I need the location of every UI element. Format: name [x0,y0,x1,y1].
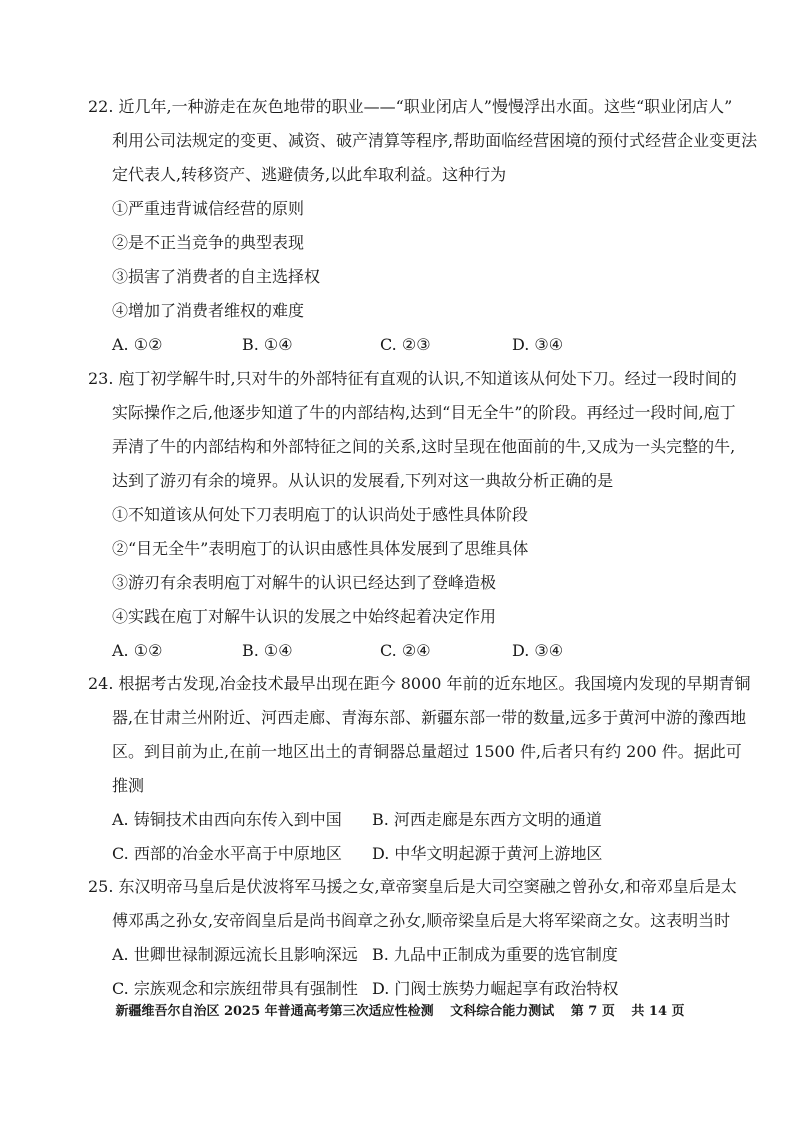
question-24 [88,667,751,871]
question-23 [88,362,737,668]
choice-d: D. 中华文明起源于黄河上游地区 [372,844,603,863]
choice-c: C. ②③ [380,335,431,354]
choice-d: D. ③④ [512,641,564,660]
question-stem-line: 22. 近几年,一种游走在灰色地带的职业——“职业闭店人”慢慢浮出水面。这些“职业闭店人” [88,97,733,116]
choice-c: C. 西部的冶金水平高于中原地区 [112,844,342,863]
statement-item: ①不知道该从何处下刀表明庖丁的认识尚处于感性具体阶段 [112,505,529,524]
statement-item: ③损害了消费者的自主选择权 [112,267,321,286]
question-stem-line: 24. 根据考古发现,冶金技术最早出现在距今 8000 年前的近东地区。我国境内发现的早期青铜 [88,674,751,693]
footer-page-number: 第 7 页 [570,1004,615,1019]
choice-a: A. ①② [112,335,163,354]
answer-choices [112,634,728,668]
question-stem-line: 25. 东汉明帝马皇后是伏波将军马援之女,章帝窦皇后是大司空窦融之曾孙女,和帝邓皇后是太 [88,877,737,896]
question-stem-line: 推测 [112,776,145,795]
choice-a: A. 世卿世禄制源远流长且影响深远 [112,945,358,964]
statement-item: ④增加了消费者维权的难度 [112,301,305,320]
answer-choices [112,803,728,837]
statement-item: ①严重违背诚信经营的原则 [112,199,305,218]
question-25 [88,870,737,1006]
question-stem-line: 利用公司法规定的变更、减资、破产清算等程序,帮助面临经营困境的预付式经营企业变更法 [112,131,758,150]
answer-choices [112,837,728,871]
answer-choices [112,938,728,972]
answer-choices [112,328,728,362]
choice-b: B. ①④ [242,335,293,354]
question-stem-line: 弄清了牛的内部结构和外部特征之间的关系,这时呈现在他面前的牛,又成为一头完整的牛, [112,437,736,456]
choice-a: A. ①② [112,641,163,660]
choice-c: C. ②④ [380,641,431,660]
footer-subject: 文科综合能力测试 [450,1004,555,1019]
choice-b: B. ①④ [242,641,293,660]
question-stem-line: 23. 庖丁初学解牛时,只对牛的外部特征有直观的认识,不知道该从何处下刀。经过一段时间的 [88,369,737,388]
choice-d: D. 门阀士族势力崛起享有政治特权 [372,979,619,998]
statement-item: ②是不正当竞争的典型表现 [112,233,305,252]
question-stem-line: 定代表人,转移资产、逃避债务,以此牟取利益。这种行为 [112,165,507,184]
footer-exam-title: 新疆维吾尔自治区 2025 年普通高考第三次适应性检测 [115,1004,434,1019]
question-stem-line: 器,在甘肃兰州附近、河西走廊、青海东部、新疆东部一带的数量,远多于黄河中游的豫西地 [112,708,747,727]
statement-item: ④实践在庖丁对解牛认识的发展之中始终起着决定作用 [112,607,497,626]
question-stem-line: 达到了游刃有余的境界。从认识的发展看,下列对这一典故分析正确的是 [112,471,614,490]
question-stem-line: 区。到目前为止,在前一地区出土的青铜器总量超过 1500 件,后者只有约 200 件。据此可 [112,742,742,761]
question-22 [88,90,758,362]
choice-d: D. ③④ [512,335,564,354]
question-stem-line: 实际操作之后,他逐步知道了牛的内部结构,达到“目无全牛”的阶段。再经过一段时间,庖丁 [112,403,736,422]
statement-item: ②“目无全牛”表明庖丁的认识由感性具体发展到了思维具体 [112,539,529,558]
page-footer [0,1000,800,1019]
statement-item: ③游刃有余表明庖丁对解牛的认识已经达到了登峰造极 [112,573,497,592]
choice-a: A. 铸铜技术由西向东传入到中国 [112,810,342,829]
footer-total-pages: 共 14 页 [631,1004,685,1019]
choice-c: C. 宗族观念和宗族纽带具有强制性 [112,979,358,998]
choice-b: B. 九品中正制成为重要的选官制度 [372,945,618,964]
question-stem-line: 傅邓禹之孙女,安帝阎皇后是尚书阎章之孙女,顺帝梁皇后是大将军梁商之女。这表明当时 [112,911,731,930]
choice-b: B. 河西走廊是东西方文明的通道 [372,810,602,829]
